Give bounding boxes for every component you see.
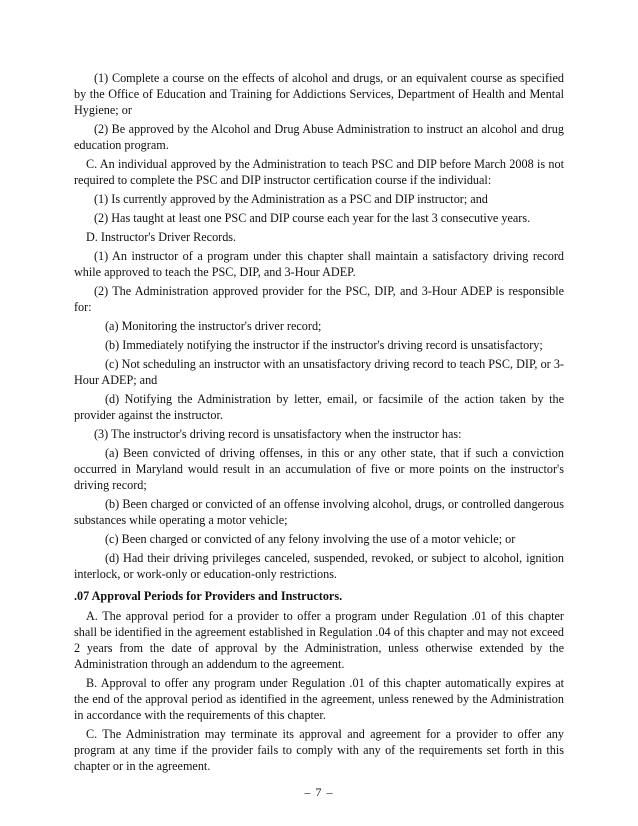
paragraph-c: C. An individual approved by the Administration to teach PSC and DIP before March 2008 is not required to complete the PSC and DIP instructor certification course if the individual: — [74, 157, 564, 187]
paragraph-d: D. Instructor's Driver Records. — [86, 230, 237, 244]
paragraph-2: (2) Be approved by the Alcohol and Drug Abuse Administration to instruct an alcohol and drug education program. — [74, 122, 564, 152]
paragraph-d2: (2) The Administration approved provider for the PSC, DIP, and 3-Hour ADEP is responsible for: — [74, 284, 564, 314]
paragraph-c1: (1) Is currently approved by the Administration as a PSC and DIP instructor; and — [94, 192, 488, 206]
section-heading: .07 Approval Periods for Providers and Instructors. — [74, 589, 343, 603]
paragraph-d2a: (a) Monitoring the instructor's driver record; — [105, 319, 322, 333]
page-number: – 7 – — [304, 785, 334, 799]
paragraph-1: (1) Complete a course on the effects of alcohol and drugs, or an equivalent course as specified by the Office of Education and Training for Addictions Services, Department of Health and Mental Hygiene; or — [74, 71, 564, 117]
paragraph-d2b: (b) Immediately notifying the instructor if the instructor's driving record is unsatisfactory; — [105, 338, 543, 352]
paragraph-d3b: (b) Been charged or convicted of an offense involving alcohol, drugs, or controlled dangerous substances while operating a motor vehicle; — [74, 497, 564, 527]
section-paragraph-a: A. The approval period for a provider to offer a program under Regulation .01 of this chapter shall be identified in the agreement established in Regulation .04 of this chapter and may not exceed 2 years from the date of approval by the Administration, unless otherwise extended by the Administration through an addendum to the agreement. — [74, 609, 564, 671]
document-body — [74, 70, 564, 777]
paragraph-d3d: (d) Had their driving privileges canceled, suspended, revoked, or subject to alcohol, ignition interlock, or work-only or education-only restrictions. — [74, 551, 564, 581]
paragraph-d2d: (d) Notifying the Administration by letter, email, or facsimile of the action taken by the provider against the instructor. — [74, 392, 564, 422]
paragraph-d3c: (c) Been charged or convicted of any felony involving the use of a motor vehicle; or — [105, 532, 516, 546]
paragraph-d2c: (c) Not scheduling an instructor with an unsatisfactory driving record to teach PSC, DIP, or 3-Hour ADEP; and — [74, 357, 564, 387]
section-paragraph-b: B. Approval to offer any program under Regulation .01 of this chapter automatically expires at the end of the approval period as identified in the agreement, unless renewed by the Administration in accordance with the requirements of this chapter. — [74, 676, 564, 722]
paragraph-d3: (3) The instructor's driving record is unsatisfactory when the instructor has: — [94, 427, 462, 441]
section-paragraph-c: C. The Administration may terminate its approval and agreement for a provider to offer any program at any time if the provider fails to comply with any of the requirements set forth in this chapter or in the agreement. — [74, 727, 564, 773]
paragraph-d3a: (a) Been convicted of driving offenses, in this or any other state, that if such a conviction occurred in Maryland would result in an accumulation of five or more points on the instructor's driving record; — [74, 446, 564, 492]
paragraph-c2: (2) Has taught at least one PSC and DIP course each year for the last 3 consecutive years. — [94, 211, 531, 225]
paragraph-d1: (1) An instructor of a program under this chapter shall maintain a satisfactory driving record while approved to teach the PSC, DIP, and 3-Hour ADEP. — [74, 249, 564, 279]
